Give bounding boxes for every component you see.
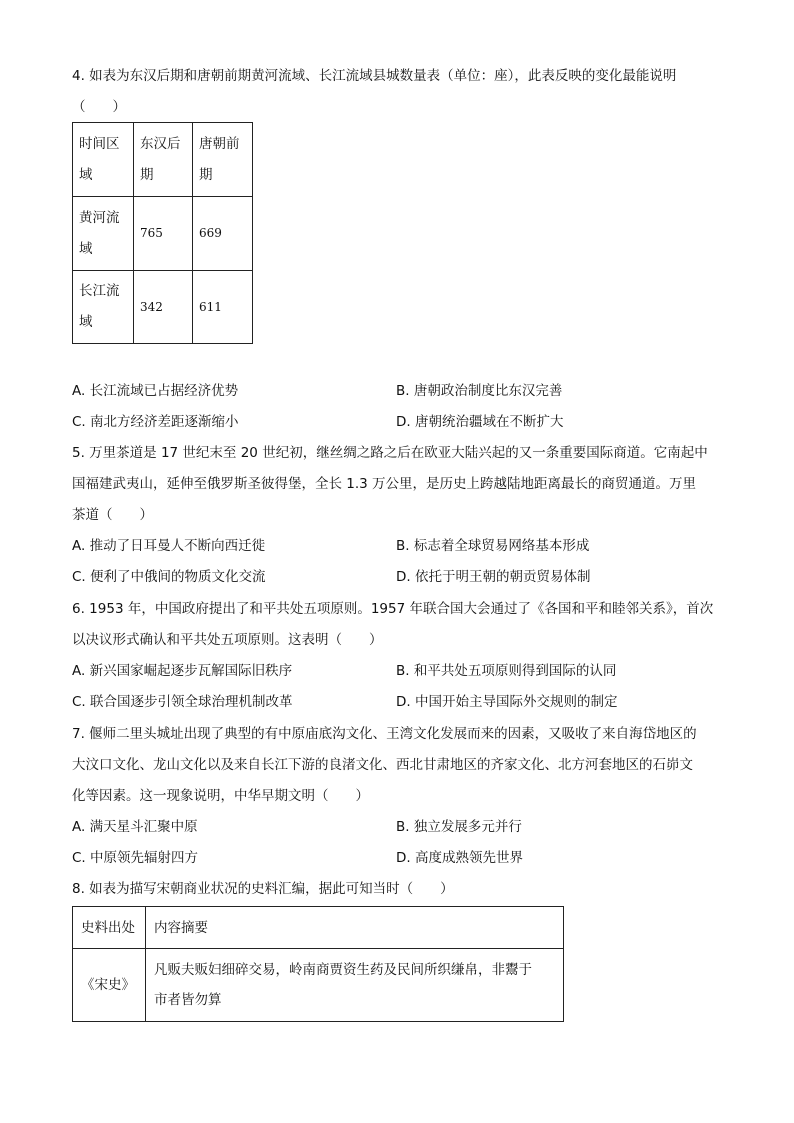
q8-table-header-cell: 内容摘要 bbox=[146, 907, 564, 949]
q4-stem-line1: 4. 如表为东汉后期和唐朝前期黄河流域、长江流域县城数量表（单位：座），此表反映的变化最能说明 bbox=[72, 68, 677, 84]
table-row bbox=[73, 197, 253, 271]
q4-region-cell: 长江流域 bbox=[73, 271, 134, 344]
q4-value-cell: 342 bbox=[134, 271, 193, 344]
q5-stem-line1: 5. 万里茶道是 17 世纪末至 20 世纪初，继丝绸之路之后在欧亚大陆兴起的又一条重要国际商道。它南起中 bbox=[72, 445, 708, 461]
q4-option-d: D. 唐朝统治疆域在不断扩大 bbox=[396, 414, 564, 430]
q4-table-header-cell: 唐朝前期 bbox=[193, 123, 253, 197]
q7-stem-line3: 化等因素。这一现象说明，中华早期文明（ ） bbox=[72, 788, 369, 804]
q5-option-b: B. 标志着全球贸易网络基本形成 bbox=[396, 538, 590, 554]
q5-option-d: D. 依托于明王朝的朝贡贸易体制 bbox=[396, 569, 591, 585]
table-row bbox=[73, 949, 564, 1022]
q8-content-cell: 凡贩夫贩妇细碎交易，岭南商贾资生药及民间所织缣帛，非鬻于市者皆勿算 bbox=[146, 949, 564, 1022]
q4-value-cell: 611 bbox=[193, 271, 253, 344]
q8-stem-line1: 8. 如表为描写宋朝商业状况的史料汇编，据此可知当时（ ） bbox=[72, 881, 454, 897]
q7-option-c: C. 中原领先辐射四方 bbox=[72, 850, 199, 866]
q6-stem-line1: 6. 1953 年，中国政府提出了和平共处五项原则。1957 年联合国大会通过了《各国和平和睦邻关系》，首次 bbox=[72, 601, 714, 617]
q6-option-a: A. 新兴国家崛起逐步瓦解国际旧秩序 bbox=[72, 663, 293, 679]
q5-option-c: C. 便利了中俄间的物质文化交流 bbox=[72, 569, 266, 585]
q4-stem-line2: （ ） bbox=[72, 99, 126, 115]
q7-stem-line2: 大汶口文化、龙山文化以及来自长江下游的良渚文化、西北甘肃地区的齐家文化、北方河套地区的石峁文 bbox=[72, 757, 693, 773]
q5-stem-line3: 茶道（ ） bbox=[72, 507, 153, 523]
q6-option-b: B. 和平共处五项原则得到国际的认同 bbox=[396, 663, 617, 679]
q4-option-a: A. 长江流域已占据经济优势 bbox=[72, 383, 239, 399]
q5-option-a: A. 推动了日耳曼人不断向西迁徙 bbox=[72, 538, 266, 554]
q7-option-a: A. 满天星斗汇聚中原 bbox=[72, 819, 198, 835]
q4-option-b: B. 唐朝政治制度比东汉完善 bbox=[396, 383, 563, 399]
table-row bbox=[73, 271, 253, 344]
q7-option-d: D. 高度成熟领先世界 bbox=[396, 850, 523, 866]
q4-value-cell: 765 bbox=[134, 197, 193, 271]
q6-option-d: D. 中国开始主导国际外交规则的制定 bbox=[396, 694, 618, 710]
q6-stem-line2: 以决议形式确认和平共处五项原则。这表明（ ） bbox=[72, 632, 383, 648]
q8-table bbox=[72, 906, 564, 1022]
q4-value-cell: 669 bbox=[193, 197, 253, 271]
q4-region-cell: 黄河流域 bbox=[73, 197, 134, 271]
q4-option-c: C. 南北方经济差距逐渐缩小 bbox=[72, 414, 239, 430]
q7-option-b: B. 独立发展多元并行 bbox=[396, 819, 522, 835]
q5-stem-line2: 国福建武夷山，延伸至俄罗斯圣彼得堡，全长 1.3 万公里，是历史上跨越陆地距离最长的商贸通道。万里 bbox=[72, 476, 697, 492]
q4-table-header-cell: 东汉后期 bbox=[134, 123, 193, 197]
q4-table-header-cell: 时间区域 bbox=[73, 123, 134, 197]
q4-table bbox=[72, 122, 253, 344]
q6-option-c: C. 联合国逐步引领全球治理机制改革 bbox=[72, 694, 293, 710]
q8-table-header-cell: 史料出处 bbox=[73, 907, 146, 949]
q8-source-cell: 《宋史》 bbox=[73, 949, 146, 1022]
q7-stem-line1: 7. 偃师二里头城址出现了典型的有中原庙底沟文化、王湾文化发展而来的因素，又吸收了来自海岱地区的 bbox=[72, 726, 697, 742]
